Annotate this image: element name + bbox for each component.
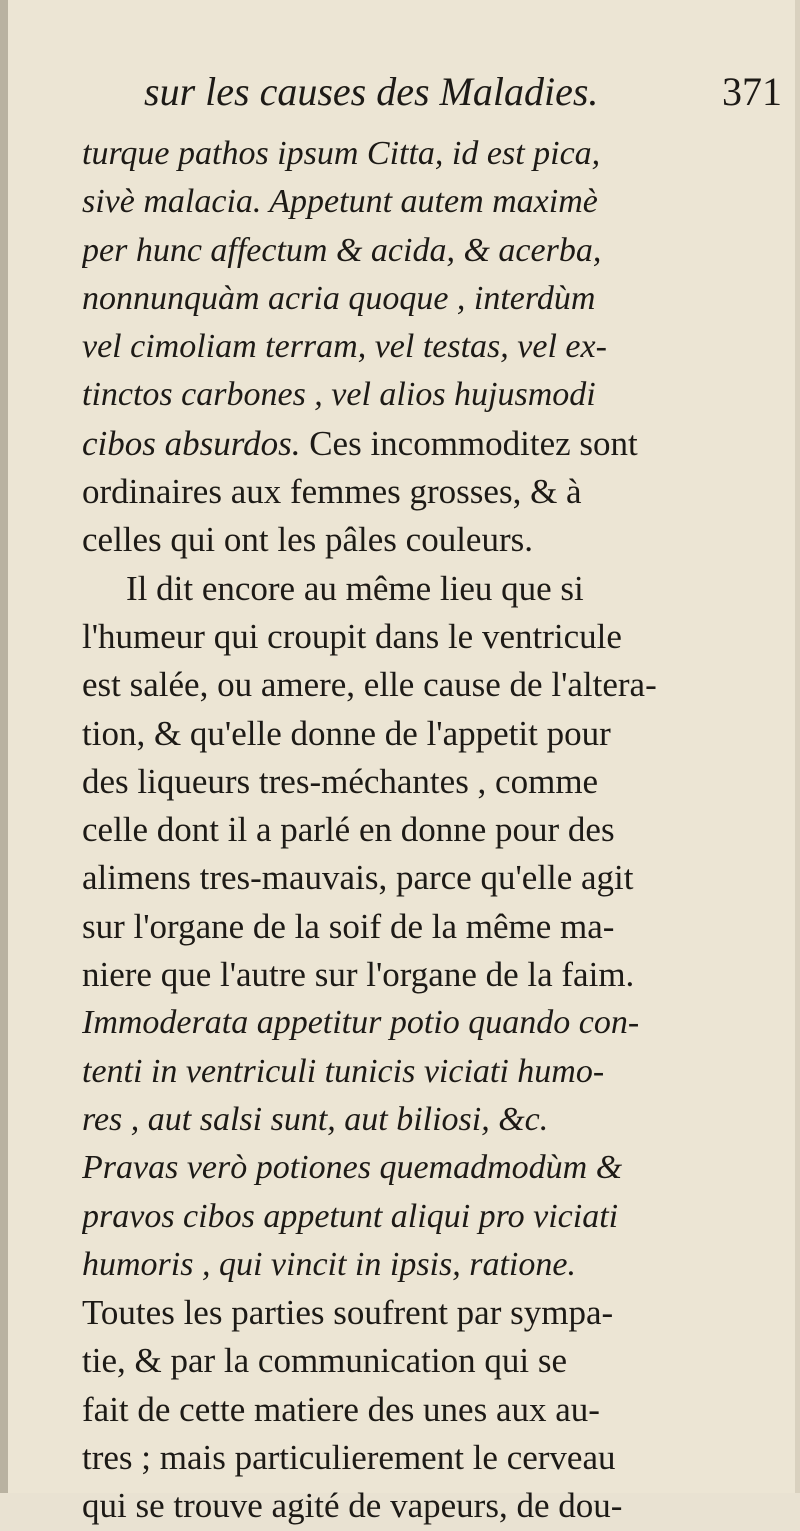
text-line: tion, & qu'elle donne de l'appetit pour [82, 713, 611, 753]
text-line: per hunc affectum & acida, & acerba, [82, 231, 602, 269]
text-line: nonnunquàm acria quoque , interdùm [82, 279, 596, 317]
page-header [144, 68, 794, 118]
text-line: alimens tres-mauvais, parce qu'elle agit [82, 858, 634, 898]
text-line: pravos cibos appetunt aliqui pro viciati [82, 1197, 619, 1235]
text-line: est salée, ou amere, elle cause de l'altera- [82, 665, 657, 705]
text-line: niere que l'autre sur l'organe de la faim. [82, 955, 635, 995]
text-line: vel cimoliam terram, vel testas, vel ex- [82, 328, 607, 366]
text-line: celle dont il a parlé en donne pour des [82, 810, 615, 850]
text-line: tinctos carbones , vel alios hujusmodi [82, 376, 596, 414]
body-text [82, 130, 777, 1531]
text-line: humoris , qui vincit in ipsis, ratione. [82, 1245, 576, 1283]
text-line: Toutes les parties soufrent par sympa- [82, 1293, 614, 1333]
page-edge [795, 0, 800, 1493]
text-line-italic-part: cibos absurdos. [82, 423, 301, 463]
page-number: 371 [722, 69, 782, 114]
text-line: sur l'organe de la soif de la même ma- [82, 906, 615, 946]
text-line: res , aut salsi sunt, aut biliosi, &c. [82, 1100, 549, 1138]
text-line: celles qui ont les pâles couleurs. [82, 520, 533, 560]
text-line: l'humeur qui croupit dans le ventricule [82, 616, 622, 656]
text-line: sivè malacia. Appetunt autem maximè [82, 183, 598, 221]
running-head: sur les causes des Maladies. [144, 69, 599, 114]
text-line-roman-part: Ces incommoditez sont [300, 423, 638, 463]
text-line: des liqueurs tres-méchantes , comme [82, 761, 599, 801]
text-line: turque pathos ipsum Citta, id est pica, [82, 135, 601, 172]
text-line: qui se trouve agité de vapeurs, de dou- [82, 1486, 623, 1526]
text-line: Immoderata appetitur potio quando con- [82, 1004, 640, 1042]
text-line: fait de cette matiere des unes aux au- [82, 1389, 600, 1429]
text-line: tres ; mais particulierement le cerveau [82, 1438, 616, 1478]
text-line: tie, & par la communication qui se [82, 1341, 568, 1381]
text-line: ordinaires aux femmes grosses, & à [82, 472, 582, 512]
text-line [82, 420, 777, 468]
page-gutter-shadow [0, 0, 8, 1493]
text-line: Il dit encore au même lieu que si [126, 568, 584, 608]
text-line: Pravas verò potiones quemadmodùm & [82, 1149, 623, 1187]
text-line: tenti in ventriculi tunicis viciati humo- [82, 1052, 605, 1090]
